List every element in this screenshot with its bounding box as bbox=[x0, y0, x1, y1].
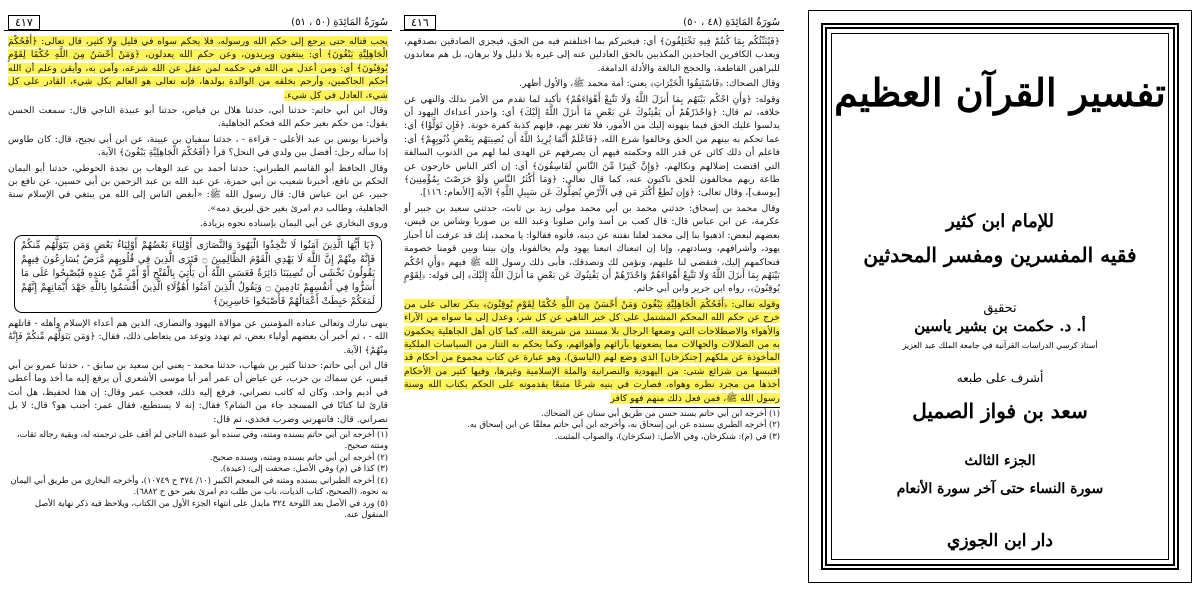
cover-surah-range: سورة النساء حتى آخر سورة الأنعام bbox=[896, 481, 1104, 497]
paragraph: وقال محمد بن إسحاق: حدثني محمد بن أبي محمد مولى زيد بن ثابت، حدثني سعيد بن جبير أو عكرمة، عن ابن عباس قال: قال كعب بن أسد وابن صلوبا وعبد الله بن صوريا وشاس بن قيس، بعضهم لبعض: اذهبوا بنا إلى محمد لعلنا نفتنه عن دينه، فأتوه فقالوا: يا محمد، إنك قد عرفت أنا أحبار يهود، وأشرافهم، وسادتهم، وإنا إن اتبعناك اتبعنا يهود ولم يخالفونا، وإن بيننا وبين قومنا خصومة فنحاكمهم إليك، فتقضي لنا عليهم، ونؤمن لك ونصدقك، فأبى ذلك رسول الله ﷺ فيهم ﴿وَأَنِ احْكُم بَيْنَهُم بِمَا أَنزَلَ اللَّهُ وَلَا تَتَّبِعْ أَهْوَاءَهُمْ وَاحْذَرْهُمْ أَن يَفْتِنُوكَ عَن بَعْضِ مَا أَنزَلَ اللَّهُ إِلَيْكَ﴾ إلى قوله: ﴿لِقَوْمٍ يُوقِنُونَ﴾، رواه ابن جرير وابن أبي حاتم. bbox=[404, 202, 780, 295]
paragraph: وقال ابن أبي حاتم: حدثنا أبي، حدثنا هلال بن فياض، حدثنا أبو عبيدة الناجي قال: سمعت الحسن يقول: من حكم بغير حكم الله فحكم الجاهلية. bbox=[8, 105, 388, 130]
cover-author: للإمام ابن كثير bbox=[945, 211, 1055, 232]
footnote: (١) أخرجه ابن أبي حاتم بسنده ومتنه، وفي سنده أبو عبيدة الناجي لم أقف على ترجمته له، وبقية رجاله ثقات، ومتنه صحيح. bbox=[16, 428, 388, 451]
page-header bbox=[400, 14, 784, 31]
footnote: (٢) أخرجه ابن أبي حاتم بسنده ومتنه، وسنده صحيح. bbox=[209, 451, 388, 462]
page-body bbox=[400, 31, 784, 405]
paragraph: وأخبرنا يونس بن عبد الأعلى - قراءة - ، حدثنا سفيان بن عيينة، عن ابن أبي نجيح، قال: كان طاوس إذا سأله رجل: أفضل بين ولدي في النحل؟ قرأ ﴿أَفَحُكْمَ الْجَاهِلِيَّةِ يَبْغُونَ﴾ الآية. bbox=[8, 133, 388, 159]
page-number: ٤١٧ bbox=[8, 15, 40, 30]
quran-verse-box: ﴿يَا أَيُّهَا الَّذِينَ آمَنُوا لَا تَتَّخِذُوا الْيَهُودَ وَالنَّصَارَى أَوْلِيَاءَ بَعْضُهُمْ أَوْلِيَاءُ بَعْضٍ وَمَن يَتَوَلَّهُم مِّنكُمْ فَإِنَّهُ مِنْهُمْ إِنَّ اللَّهَ لَا يَهْدِي الْقَوْمَ الظَّالِمِينَ ۝ فَتَرَى الَّذِينَ فِي قُلُوبِهِم مَّرَضٌ يُسَارِعُونَ فِيهِمْ يَقُولُونَ نَخْشَى أَن تُصِيبَنَا دَائِرَةٌ فَعَسَى اللَّهُ أَن يَأْتِيَ بِالْفَتْحِ أَوْ أَمْرٍ مِّنْ عِندِهِ فَيُصْبِحُوا عَلَى مَا أَسَرُّوا فِي أَنفُسِهِمْ نَادِمِينَ ۝ وَيَقُولُ الَّذِينَ آمَنُوا أَهَٰؤُلَاءِ الَّذِينَ أَقْسَمُوا بِاللَّهِ جَهْدَ أَيْمَانِهِمْ إِنَّهُمْ لَمَعَكُمْ حَبِطَتْ أَعْمَالُهُمْ فَأَصْبَحُوا خَاسِرِينَ﴾ bbox=[14, 235, 382, 313]
page-417 bbox=[4, 14, 392, 587]
page-header bbox=[4, 14, 392, 31]
footnote: (١) أخرجه ابن أبي حاتم بسند حسن من طريق أبي سنان عن الضحاك. bbox=[541, 407, 780, 418]
paragraph: وقال الحافظ أبو القاسم الطبراني: حدثنا أحمد بن عبد الوهاب بن نجدة الحوطي، حدثنا أبو اليمان الحكم بن نافع، أخبرنا شعيب بن أبي حمزة، عن عبد الله بن عبد الرحمن بن أبي حسين، عن نافع بن جبير، عن ابن عباس قال: قال رسول الله ﷺ: «أبغض الناس إلى الله من يبتغي في الإسلام سنة الجاهلية، وطالب دم امرئ بغير حق ليريق دمه». bbox=[8, 162, 388, 214]
highlighted-text: وقوله تعالى: ﴿أَفَحُكْمَ الْجَاهِلِيَّةِ يَبْغُونَ وَمَنْ أَحْسَنُ مِنَ اللَّهِ حُكْمًا لِقَوْمٍ يُوقِنُونَ﴾ ينكر تعالى على من خرج عن حكم الله المحكم المشتمل على كل خير الناهي عن كل شر، وعدل إلى ما سواه من الآراء والأهواء والاصطلاحات التي وضعها الرجال بلا مستند من شريعة الله، كما كان أهل الجاهلية يحكمون به من الضلالات والجهالات مما يضعونها بآرائهم وأهوائهم، وكما يحكم به التتار من السياسات الملكية المأخوذة عن ملكهم [جنكزخان] الذي وضع لهم (الياسق)، وهو عبارة عن كتاب مجموع من أحكام قد اقتبسها من شرائع شتى: من اليهودية والنصرانية والملة الإسلامية وغيرها، وفيها كثير من الأحكام أخذها من مجرد نظره وهواه، فصارت في بنيه شرعًا متبعًا يقدمونه على الحكم بكتاب الله وسنة رسول الله ﷺ، فمن فعل ذلك منهم فهو كافر bbox=[404, 298, 780, 404]
paragraph: وقال الضحاك: ﴿فَاسْتَبِقُوا الْخَيْرَاتِ﴾ يعني: أمة محمد ﷺ، والأول أظهر. bbox=[519, 78, 780, 90]
footnote: (٣) كذا في (م) وفي الأصل: صحفت إلى: (عيدة). bbox=[220, 463, 388, 474]
highlighted-text: يجب قتاله حتى يرجع إلى حكم الله ورسوله، فلا يحكم سواه في قليل ولا كثير، قال تعالى: ﴿أَفَحُكْمَ الْجَاهِلِيَّةِ يَبْغُونَ﴾ أي: يبتغون ويريدون، وعن حكم الله يعدلون، ﴿وَمَنْ أَحْسَنُ مِنَ اللَّهِ حُكْمًا لِقَوْمٍ يُوقِنُونَ﴾ أي: ومن أعدل من الله في حكمه لمن عقل عن الله شرعه، وآمن به، وأيقن وعلم أن الله أحكم الحاكمين، وأرحم بخلقه من الوالدة بولدها، فإنه تعالى هو العالم بكل شيء، القادر على كل شيء، العادل في كل شيء. bbox=[8, 36, 388, 101]
surah-header: سُورَةُ المَائِدَةِ (٤٨ ، ٥٠) bbox=[683, 16, 780, 28]
footnotes bbox=[4, 428, 392, 521]
page-number: ٤١٦ bbox=[404, 15, 436, 30]
cover-editor: أ. د. حكمت بن بشير ياسين bbox=[914, 317, 1086, 335]
cover-supervision-label: أشرف على طبعه bbox=[956, 371, 1044, 385]
cover-publisher: دار ابن الجوزي bbox=[947, 531, 1053, 551]
cover-title: تفسير القرآن العظيم bbox=[834, 70, 1166, 115]
cover-subtitle: فقيه المفسرين ومفسر المحدثين bbox=[863, 243, 1137, 267]
paragraph: وقوله: ﴿وَأَنِ احْكُم بَيْنَهُم بِمَا أَنزَلَ اللَّهُ وَلَا تَتَّبِعْ أَهْوَاءَهُمْ﴾ تأكيد لما تقدم من الأمر بذلك والنهي عن خلافه، ثم قال: ﴿وَاحْذَرْهُمْ أَن يَفْتِنُوكَ عَن بَعْضِ مَا أَنزَلَ اللَّهُ إِلَيْكَ﴾ أي: واحذر أعداءك اليهود أن يدلسوا عليك الحق فيما ينهونه إليك من الأمور، فلا تغتر بهم، فإنهم كذبة كفرة خونة. ﴿فَإِن تَوَلَّوْا﴾ أي: عما تحكم به بينهم من الحق وخالفوا شرع الله، ﴿فَاعْلَمْ أَنَّمَا يُرِيدُ اللَّهُ أَن يُصِيبَهُم بِبَعْضِ ذُنُوبِهِمْ﴾ أي: فاعلم أن ذلك كائن عن قدر الله وحكمته فيهم أن يصرفهم عن الهدى لما لهم من الذنوب السالفة التي اقتضت إضلالهم ونكالهم، ﴿وَإِنَّ كَثِيرًا مِّنَ النَّاسِ لَفَاسِقُونَ﴾ أي: إن أكثر الناس خارجون عن طاعة ربهم مخالفون للحق ناكبون عنه، كما قال تعالى: ﴿وَمَا أَكْثَرُ النَّاسِ وَلَوْ حَرَصْتَ بِمُؤْمِنِينَ﴾ [يوسف]، وقال تعالى: ﴿وَإِن تُطِعْ أَكْثَرَ مَن فِي الْأَرْضِ يُضِلُّوكَ عَن سَبِيلِ اللَّهِ﴾ الآية [الأنعام: ١١٦]. bbox=[404, 93, 780, 199]
cover-volume: الجزء الثالث bbox=[964, 453, 1036, 469]
footnote: (٣) في (م): شنكزخان، وفي الأصل: (سكزخان)، والصواب المثبت. bbox=[554, 430, 780, 441]
cover-supervisor: سعد بن فواز الصميل bbox=[912, 399, 1088, 423]
paragraph: ﴿فَيُنَبِّئُكُم بِمَا كُنتُمْ فِيهِ تَخْتَلِفُونَ﴾ أي: فيخبركم بما اختلفتم فيه من الحق، فيجزي الصادقين بصدقهم، ويعذب الكافرين الجاحدين المكذبين بالحق العادلين عنه إلى غيره بلا دليل ولا برهان، بل هم معاندون للبراهين القاطعة، والحجج البالغة والأدلة الدامغة. bbox=[404, 36, 780, 74]
paragraph: قال ابن أبي حاتم: حدثنا كثير بن شهاب، حدثنا محمد - يعني ابن سعيد بن سابق - ، حدثنا عمرو بن أبي قيس، عن سماك بن حرب، عن عياض أن عمر أمر أبا موسى الأشعري أن يرفع إليه ما أخذ وما أعطى في أديم واحد، وكان له كاتب نصراني، فرفع إليه ذلك، فعجب عمر وقال: إن هذا لحفيظ، هل أنت قارئ لنا كتابًا في المسجد جاء من الشام؟ فقال: إنه لا يستطيع، فقال عمر: أجنب هو؟ قال: لا بل نصراني. قال: فانتهرني وضرب فخذي، ثم قال: bbox=[8, 359, 388, 425]
paragraph: وروى البخاري عن أبي اليمان بإسناده نحوه بزيادة. bbox=[199, 218, 388, 230]
footnotes bbox=[400, 407, 784, 443]
surah-header: سُورَةُ المَائِدَةِ (٥٠ ، ٥١) bbox=[291, 16, 388, 28]
paragraph bbox=[404, 298, 780, 405]
footnote: (٥) ورد في الأصل بعد اللوحة ٣٢٤ مايدل على انتهاء الجزء الأول من الكتاب، ويلاحظ فيه ذكر نهاية الأصل المنقول عنه. bbox=[34, 497, 388, 520]
cover-editor-description: أستاذ كرسي الدراسات القرآنية في جامعة الملك عبد العزيز bbox=[902, 341, 1098, 350]
paragraph bbox=[8, 35, 388, 102]
footnote: (٢) أخرجه الطبري بسنده عن ابن إسحاق به، وأخرجه ابن أبي حاتم معلقًا عن ابن إسحاق به. bbox=[467, 419, 780, 430]
paragraph: ينهى تبارك وتعالى عباده المؤمنين عن موالاة اليهود والنصارى، الذين هم أعداء الإسلام وأهله - قاتلهم الله - ، ثم أخبر أن بعضهم أولياء بعض، ثم تهدد وتوعد من يتعاطى ذلك، فقال: ﴿وَمَن يَتَوَلَّهُم مِّنكُمْ فَإِنَّهُ مِنْهُمْ﴾ الآية. bbox=[8, 317, 388, 356]
page-416 bbox=[400, 14, 784, 587]
page-body bbox=[4, 31, 392, 426]
cover-tahqiq-label: تحقيق bbox=[983, 301, 1017, 316]
footnote: (٤) أخرجه الطبراني بسنده ومتنه في المعجم الكبير (١٠/ ٣٧٤ ح ١٠٧٤٩)، وأخرجه البخاري من طريق أبي اليمان به نحوه، (الصحيح، كتاب الديات، باب من طلب دم امرئ بغير حق ح ٦٨٨٢). bbox=[10, 474, 388, 497]
book-cover bbox=[808, 10, 1192, 583]
